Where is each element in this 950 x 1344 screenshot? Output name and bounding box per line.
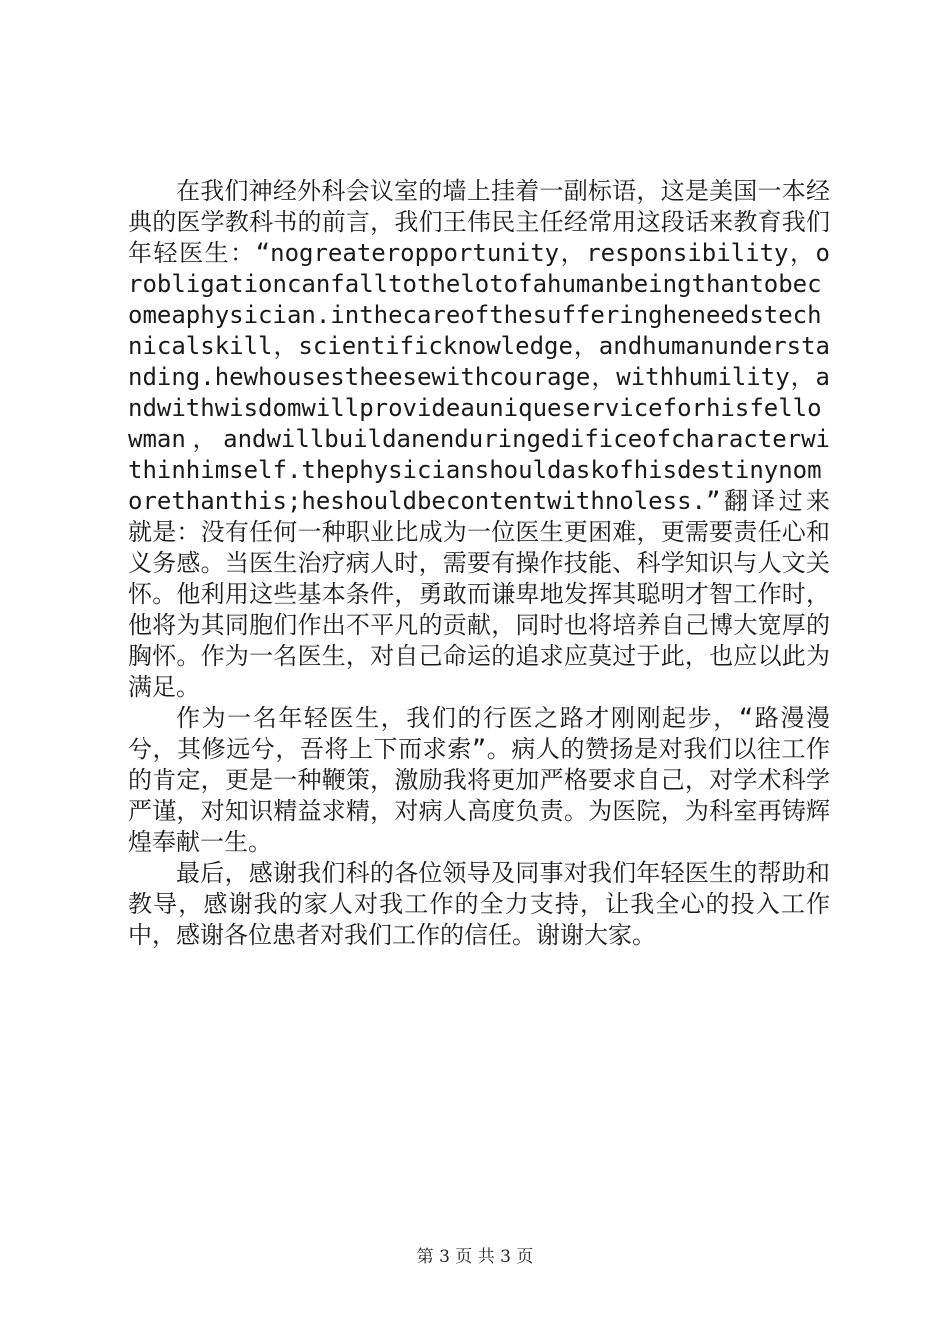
- page-footer: 第 3 页 共 3 页: [416, 1247, 534, 1267]
- paragraph-thanks: 最后，感谢我们科的各位领导及同事对我们年轻医生的帮助和教导，感谢我的家人对我工作的全力支持，让我全心的投入工作中，感谢各位患者对我们工作的信任。谢谢大家。: [128, 859, 830, 949]
- document-body: [128, 176, 830, 951]
- paragraph-young-doctor: 作为一名年轻医生，我们的行医之路才刚刚起步，“路漫漫兮，其修远兮，吾将上下而求索”。病人的赞扬是对我们以往工作的肯定，更是一种鞭策，激励我将更加严格要求自己，对学术科学严谨，对知识精益求精，对病人高度负责。为医院，为科室再铸辉煌奉献一生。: [128, 704, 830, 856]
- paragraph-slogan: 在我们神经外科会议室的墙上挂着一副标语，这是美国一本经典的医学教科书的前言，我们王伟民主任经常用这段话来教育我们年轻医生：“nogreateropportunity，responsibility，orobligationcanfalltothelotofahumanbeingthantobecomeaphysician.inthecareofthesufferingheneedstechnicalskill，scientificknowledge，andhumanunderstanding.hewhousestheesewithcourage，withhumility，andwithwisdomwillprovideauniqueserviceforhisfellowman，andwillbuildanenduringedificeofcharacterwithinhimself.thephysicianshouldaskofhisdestinynomorethanthis;heshouldbecontentwithnoless.”翻译过来就是：没有任何一种职业比成为一位医生更困难，更需要责任心和义务感。当医生治疗病人时，需要有操作技能、科学知识与人文关怀。他利用这些基本条件，勇敢而谦卑地发挥其聪明才智工作时，他将为其同胞们作出不平凡的贡献，同时也将培养自己博大宽厚的胸怀。作为一名医生，对自己命运的追求应莫过于此，也应以此为满足。: [128, 177, 830, 701]
